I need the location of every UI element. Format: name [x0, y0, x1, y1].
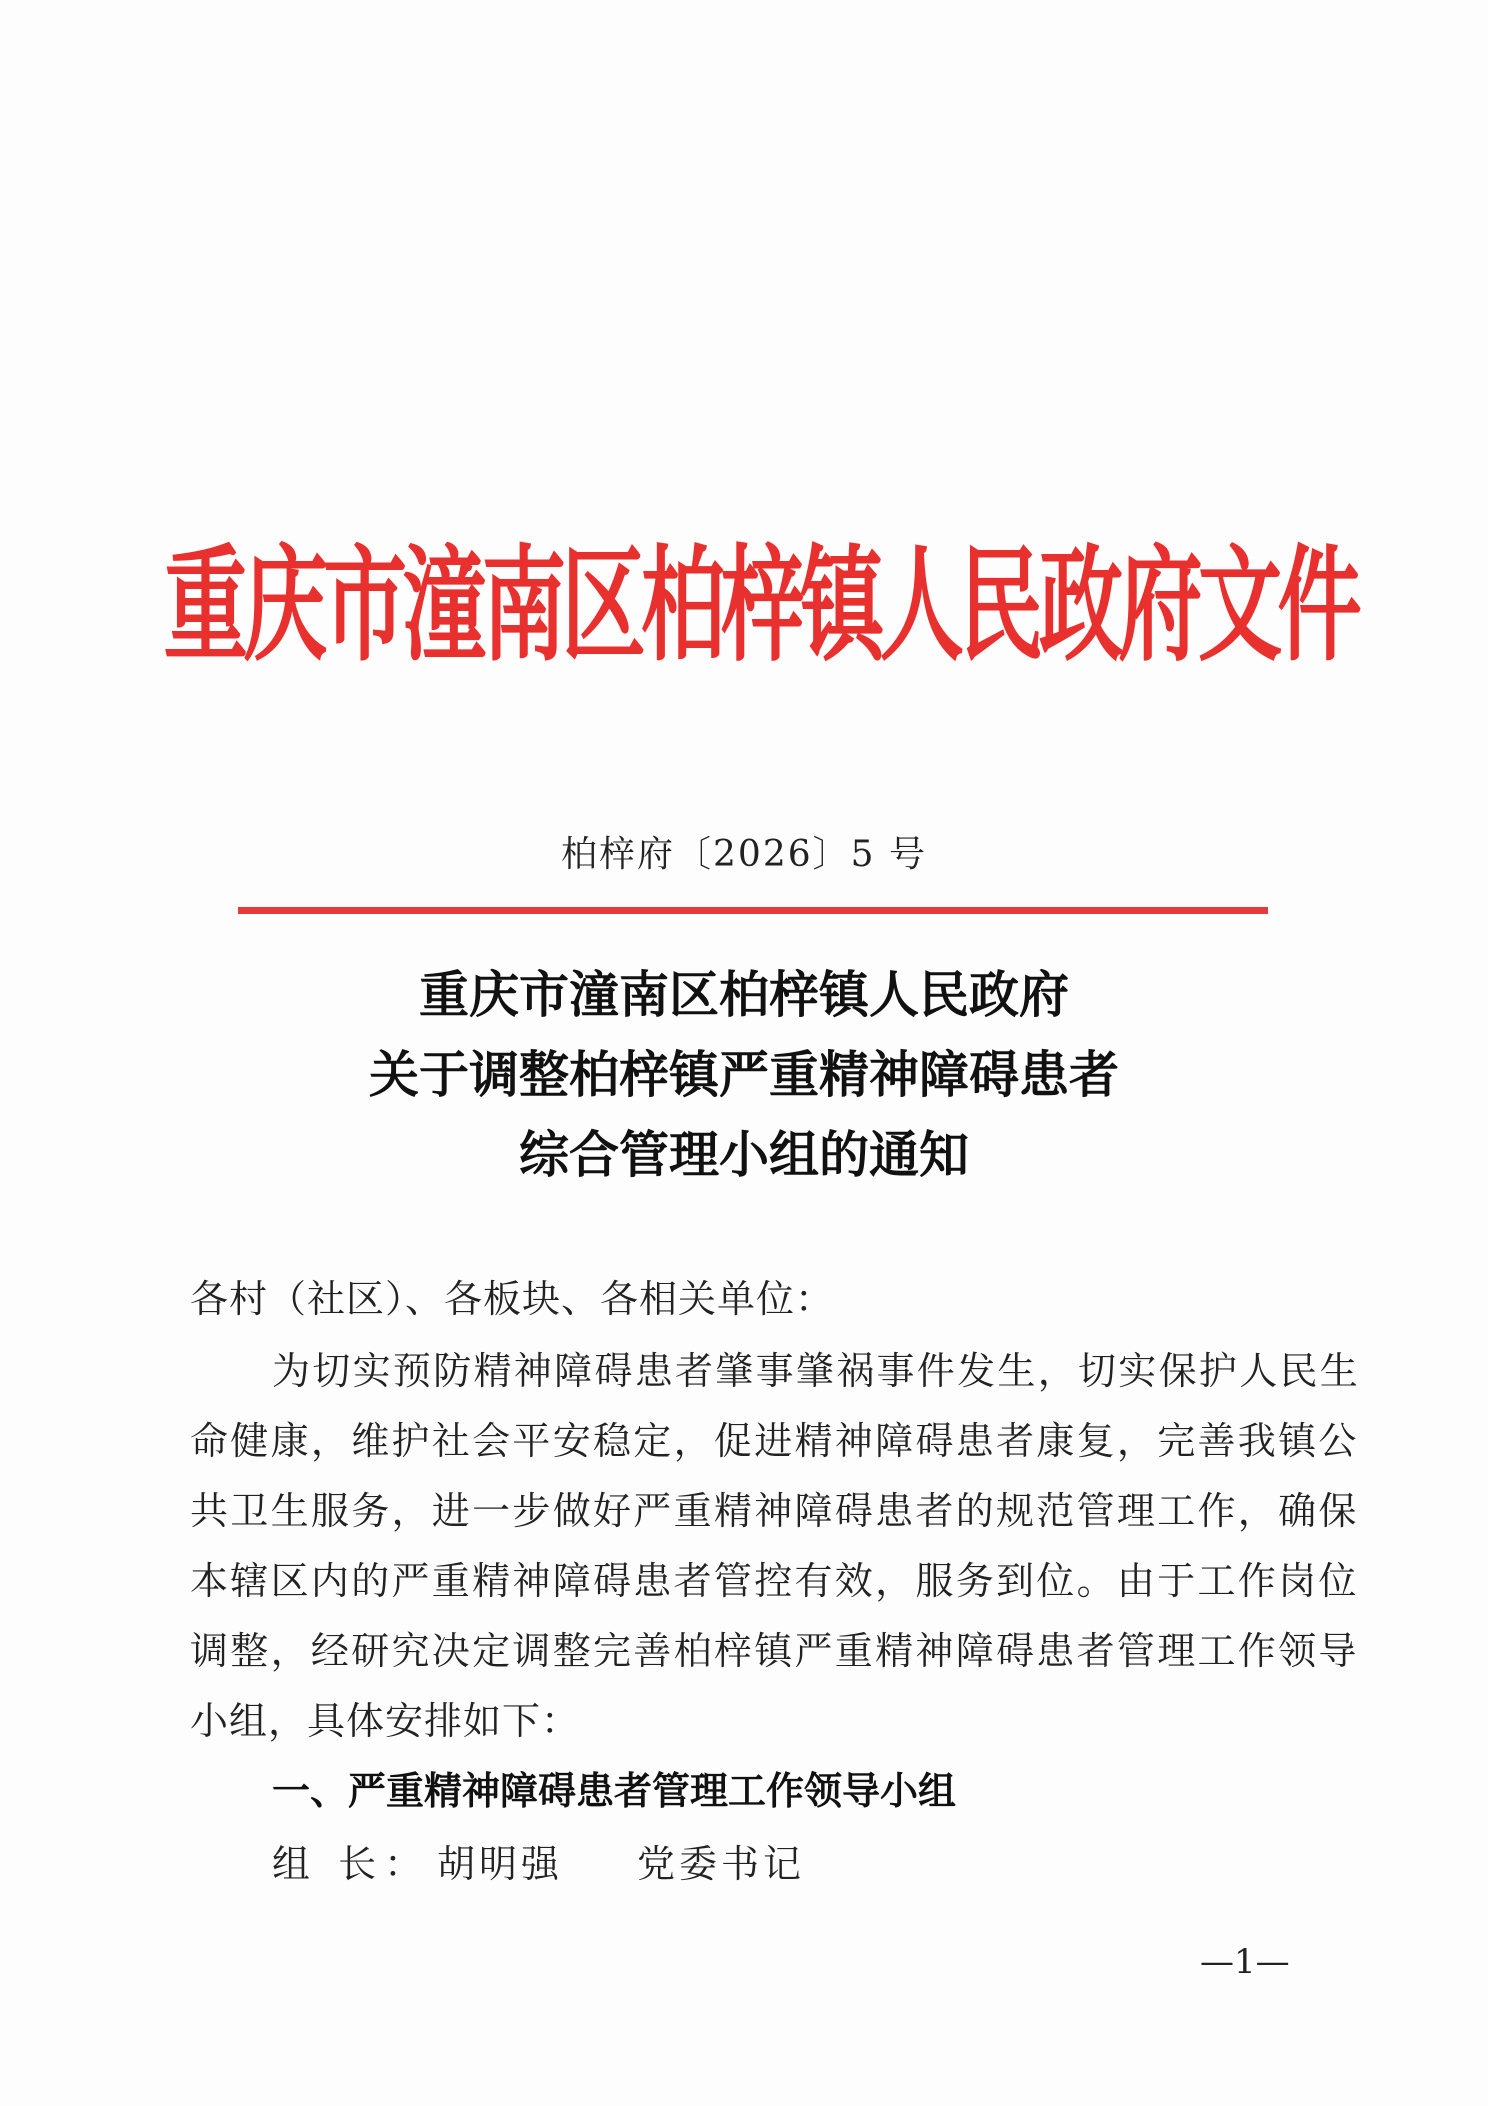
member-title: 党委书记	[637, 1842, 806, 1886]
page-number: —1—	[1200, 1942, 1290, 1982]
paragraph-line: 调整，经研究决定调整完善柏梓镇严重精神障碍患者管理工作领导	[190, 1629, 1359, 1673]
document-title-line-3: 综合管理小组的通知	[519, 1125, 969, 1184]
paragraph-line: 为切实预防精神障碍患者肇事肇祸事件发生，切实保护人民生	[272, 1349, 1361, 1393]
paragraph-line: 小组，具体安排如下：	[190, 1699, 581, 1743]
red-separator-rule	[238, 907, 1268, 914]
document-title-line-2: 关于调整柏梓镇严重精神障碍患者	[369, 1045, 1119, 1104]
member-name: 胡明强	[437, 1842, 564, 1886]
member-role: 组 长：	[272, 1842, 431, 1886]
document-title-line-1: 重庆市潼南区柏梓镇人民政府	[419, 965, 1069, 1024]
salutation: 各村（社区）、各板块、各相关单位：	[190, 1277, 835, 1321]
member-row	[272, 1842, 806, 1886]
paragraph-line: 本辖区内的严重精神障碍患者管控有效，服务到位。由于工作岗位	[190, 1559, 1359, 1603]
document-masthead: 重庆市潼南区柏梓镇人民政府文件	[163, 534, 1358, 679]
paragraph-line: 共卫生服务，进一步做好严重精神障碍患者的规范管理工作，确保	[190, 1489, 1359, 1533]
document-number: 柏梓府〔2026〕5 号	[561, 834, 927, 875]
section-heading: 一、严重精神障碍患者管理工作领导小组	[272, 1769, 957, 1813]
paragraph-line: 命健康，维护社会平安稳定，促进精神障碍患者康复，完善我镇公	[190, 1419, 1359, 1463]
